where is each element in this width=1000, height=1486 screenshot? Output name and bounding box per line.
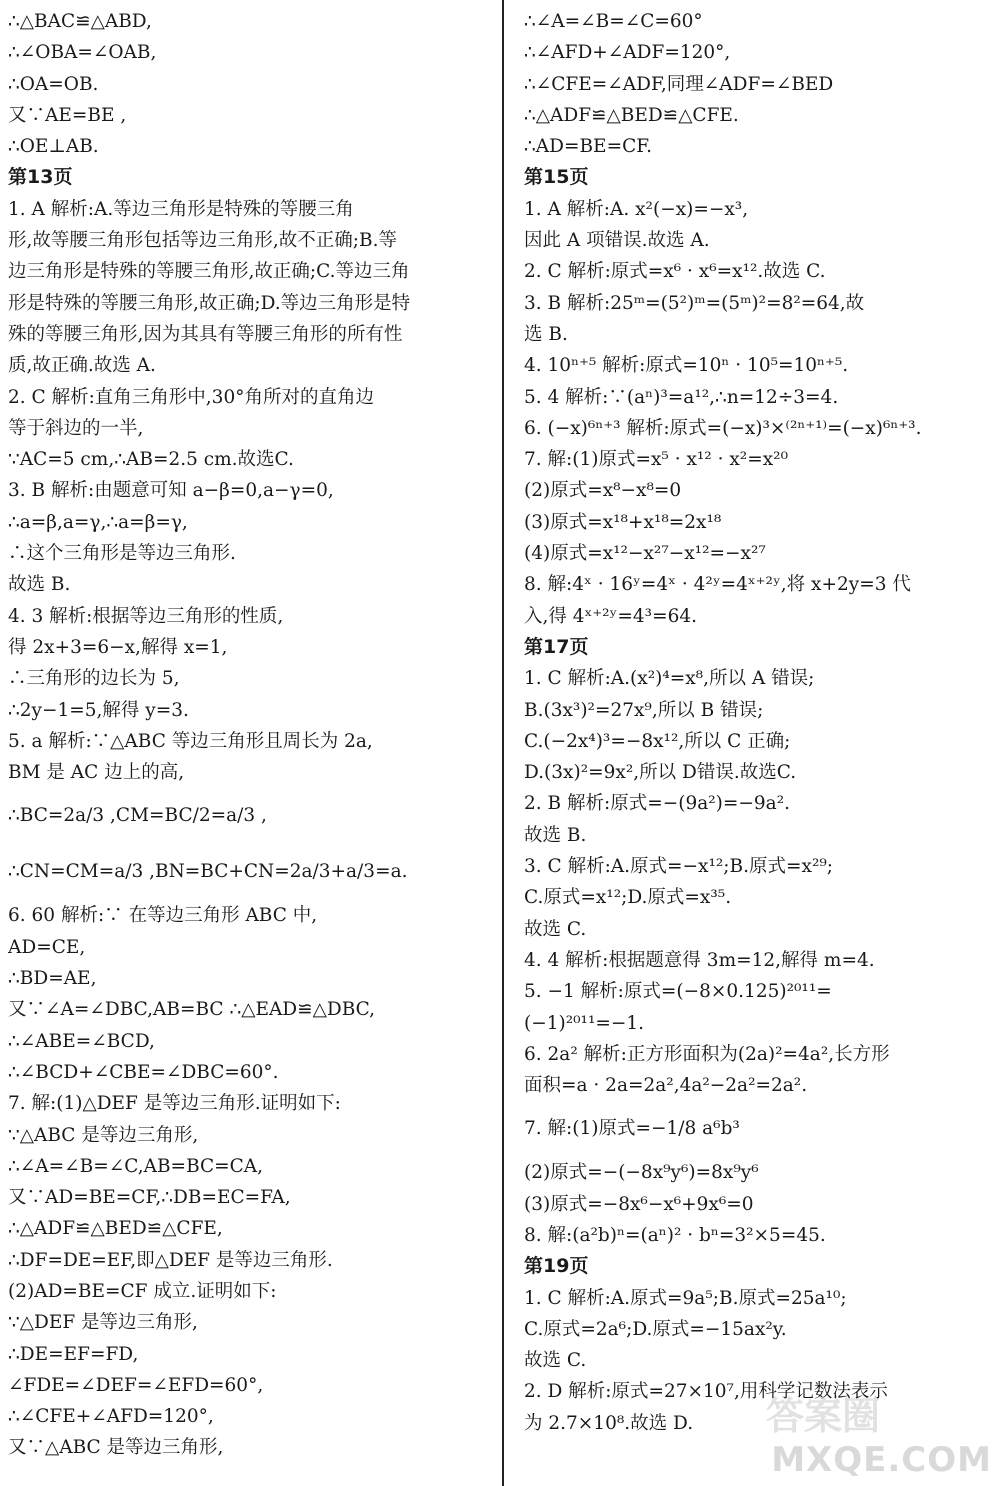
text-line: 7. 解:(1)△DEF 是等边三角形.证明如下: xyxy=(8,1093,341,1115)
text-line: ∵△DEF 是等边三角形, xyxy=(8,1312,198,1334)
text-line: 1. A 解析:A. x²(−x)=−x³, xyxy=(524,198,749,220)
text-line: (3)原式=−8x⁶−x⁶+9x⁶=0 xyxy=(524,1193,754,1215)
text-line: D.(3x)²=9x²,所以 D错误.故选C. xyxy=(524,762,797,784)
text-line: ∴BD=AE, xyxy=(8,968,97,990)
column-divider xyxy=(502,0,504,1486)
text-line: 边三角形是特殊的等腰三角形,故正确;C.等边三角 xyxy=(8,261,410,283)
watermark-cn: 答案圈 xyxy=(765,1394,880,1438)
text-line: ∴∠AFD+∠ADF=120°, xyxy=(524,42,731,64)
section-heading: 第13页 xyxy=(8,166,73,189)
text-line: 故选 C. xyxy=(524,1350,587,1372)
text-line: 殊的等腰三角形,因为其具有等腰三角形的所有性 xyxy=(8,323,403,345)
text-line: 5. 4 解析:∵(aⁿ)³=a¹²,∴n=12÷3=4. xyxy=(524,386,839,408)
text-line: 得 2x+3=6−x,解得 x=1, xyxy=(8,636,228,658)
text-line: 2. B 解析:原式=−(9a²)=−9a². xyxy=(524,793,790,815)
text-line: ∴∠BCD+∠CBE=∠DBC=60°. xyxy=(8,1061,279,1083)
text-line: 故选 B. xyxy=(524,824,587,846)
section-heading: 第17页 xyxy=(524,635,589,658)
text-line: 质,故正确.故选 A. xyxy=(8,355,156,377)
text-line: C.(−2x⁴)³=−8x¹²,所以 C 正确; xyxy=(524,730,791,752)
text-line: 因此 A 项错误.故选 A. xyxy=(524,230,710,252)
text-line: ∴OA=OB. xyxy=(8,73,99,95)
text-line: 3. C 解析:A.原式=−x¹²;B.原式=x²⁹; xyxy=(524,856,834,878)
text-line: 6. 2a² 解析:正方形面积为(2a)²=4a²,长方形 xyxy=(524,1043,890,1065)
section-heading: 第19页 xyxy=(524,1255,589,1278)
text-line: 2. D 解析:原式=27×10⁷,用科学记数法表示 xyxy=(524,1381,888,1403)
text-line: 面积=a · 2a=2a²,4a²−2a²=2a². xyxy=(524,1075,808,1097)
text-line: ∴三角形的边长为 5, xyxy=(8,668,180,690)
text-line: ∴∠A=∠B=∠C,AB=BC=CA, xyxy=(8,1155,264,1177)
text-line: ∴a=β,a=γ,∴a=β=γ, xyxy=(8,511,188,533)
text-line: 1. C 解析:A.(x²)⁴=x⁸,所以 A 错误; xyxy=(524,668,815,690)
text-line: 5. −1 解析:原式=(−8×0.125)²⁰¹¹= xyxy=(524,981,832,1003)
text-line: ∴AD=BE=CF. xyxy=(524,136,653,158)
text-line: ∴BC=2a/3 ,CM=BC/2=a/3 , xyxy=(8,805,267,827)
text-line: 6. (−x)⁶ⁿ⁺³ 解析:原式=(−x)³×⁽²ⁿ⁺¹⁾=(−x)⁶ⁿ⁺³. xyxy=(524,417,922,439)
text-line: C.原式=2a⁶;D.原式=−15ax²y. xyxy=(524,1318,787,1340)
text-line: 3. B 解析:由题意可知 a−β=0,a−γ=0, xyxy=(8,480,334,502)
text-line: ∴∠CFE=∠ADF,同理∠ADF=∠BED xyxy=(524,73,834,95)
text-line: 8. 解:(a²b)ⁿ=(aⁿ)² · bⁿ=3²×5=45. xyxy=(524,1224,826,1246)
text-line: B.(3x³)²=27x⁹,所以 B 错误; xyxy=(524,699,764,721)
text-line: (2)原式=x⁸−x⁸=0 xyxy=(524,480,682,502)
text-line: 4. 10ⁿ⁺⁵ 解析:原式=10ⁿ · 10⁵=10ⁿ⁺⁵. xyxy=(524,355,849,377)
text-line: 选 B. xyxy=(524,323,568,345)
text-line: ∴OE⊥AB. xyxy=(8,136,99,158)
section-heading: 第15页 xyxy=(524,166,589,189)
text-line: ∵AC=5 cm,∴AB=2.5 cm.故选C. xyxy=(8,449,294,471)
text-line: ∴△BAC≌△ABD, xyxy=(8,11,152,32)
text-line: ∴△ADF≌△BED≌△CFE, xyxy=(8,1218,223,1240)
text-line: (3)原式=x¹⁸+x¹⁸=2x¹⁸ xyxy=(524,511,722,533)
text-line: 故选 B. xyxy=(8,574,71,596)
text-line: 又∵AE=BE , xyxy=(8,104,127,126)
text-line: 8. 解:4ˣ · 16ʸ=4ˣ · 4²ʸ=4ˣ⁺²ʸ,将 x+2y=3 代 xyxy=(524,574,911,596)
right-column xyxy=(510,0,1000,1486)
text-line: 又∵AD=BE=CF,∴DB=EC=FA, xyxy=(8,1187,291,1209)
text-line: 5. a 解析:∵△ABC 等边三角形且周长为 2a, xyxy=(8,730,373,752)
text-line: ∵△ABC 是等边三角形, xyxy=(8,1124,199,1146)
text-line: (4)原式=x¹²−x²⁷−x¹²=−x²⁷ xyxy=(524,543,766,565)
text-line: ∠FDE=∠DEF=∠EFD=60°, xyxy=(8,1374,264,1396)
text-line: 等于斜边的一半, xyxy=(8,417,144,439)
text-line: 1. A 解析:A.等边三角形是特殊的等腰三角 xyxy=(8,198,354,220)
text-line: ∴∠CFE+∠AFD=120°, xyxy=(8,1406,214,1428)
text-line: 4. 4 解析:根据题意得 3m=12,解得 m=4. xyxy=(524,949,875,971)
text-line: ∴∠ABE=∠BCD, xyxy=(8,1030,155,1052)
text-line: 为 2.7×10⁸.故选 D. xyxy=(524,1412,694,1434)
text-line: (2)AD=BE=CF 成立.证明如下: xyxy=(8,1280,277,1302)
text-line: 故选 C. xyxy=(524,918,587,940)
text-line: 入,得 4ˣ⁺²ʸ=4³=64. xyxy=(524,605,697,627)
text-line: ∴CN=CM=a/3 ,BN=BC+CN=2a/3+a/3=a. xyxy=(8,861,408,883)
text-line: 又∵△ABC 是等边三角形, xyxy=(8,1437,224,1459)
watermark: MXQE.COM xyxy=(771,1440,992,1480)
text-line: 3. B 解析:25ᵐ=(5²)ᵐ=(5ᵐ)²=8²=64,故 xyxy=(524,292,865,314)
text-line: ∴这个三角形是等边三角形. xyxy=(8,543,236,565)
text-line: (−1)²⁰¹¹=−1. xyxy=(524,1012,645,1034)
text-line: 2. C 解析:直角三角形中,30°角所对的直角边 xyxy=(8,386,374,408)
text-line: ∴DE=EF=FD, xyxy=(8,1343,139,1365)
text-line: 2. C 解析:原式=x⁶ · x⁶=x¹².故选 C. xyxy=(524,261,826,283)
text-line: 7. 解:(1)原式=−1/8 a⁶b³ xyxy=(524,1118,740,1140)
text-line: ∴△ADF≌△BED≌△CFE. xyxy=(524,104,739,126)
text-line: 6. 60 解析:∵ 在等边三角形 ABC 中, xyxy=(8,905,318,927)
text-line: 形,故等腰三角形包括等边三角形,故不正确;B.等 xyxy=(8,230,397,252)
text-line: ∴∠OBA=∠OAB, xyxy=(8,42,157,64)
text-line: C.原式=x¹²;D.原式=x³⁵. xyxy=(524,887,732,909)
text-line: ∴∠A=∠B=∠C=60° xyxy=(524,11,703,32)
text-line: 又∵∠A=∠DBC,AB=BC ∴△EAD≌△DBC, xyxy=(8,999,376,1021)
text-line: 1. C 解析:A.原式=9a⁵;B.原式=25a¹⁰; xyxy=(524,1287,847,1309)
text-line: BM 是 AC 边上的高, xyxy=(8,762,185,784)
text-line: (2)原式=−(−8x⁹y⁶)=8x⁹y⁶ xyxy=(524,1162,759,1184)
text-line: 形是特殊的等腰三角形,故正确;D.等边三角形是特 xyxy=(8,292,411,314)
text-line: ∴DF=DE=EF,即△DEF 是等边三角形. xyxy=(8,1249,333,1271)
text-line: ∴2y−1=5,解得 y=3. xyxy=(8,699,189,721)
text-line: AD=CE, xyxy=(8,936,86,958)
text-line: 7. 解:(1)原式=x⁵ · x¹² · x²=x²⁰ xyxy=(524,449,788,471)
text-line: 4. 3 解析:根据等边三角形的性质, xyxy=(8,605,284,627)
